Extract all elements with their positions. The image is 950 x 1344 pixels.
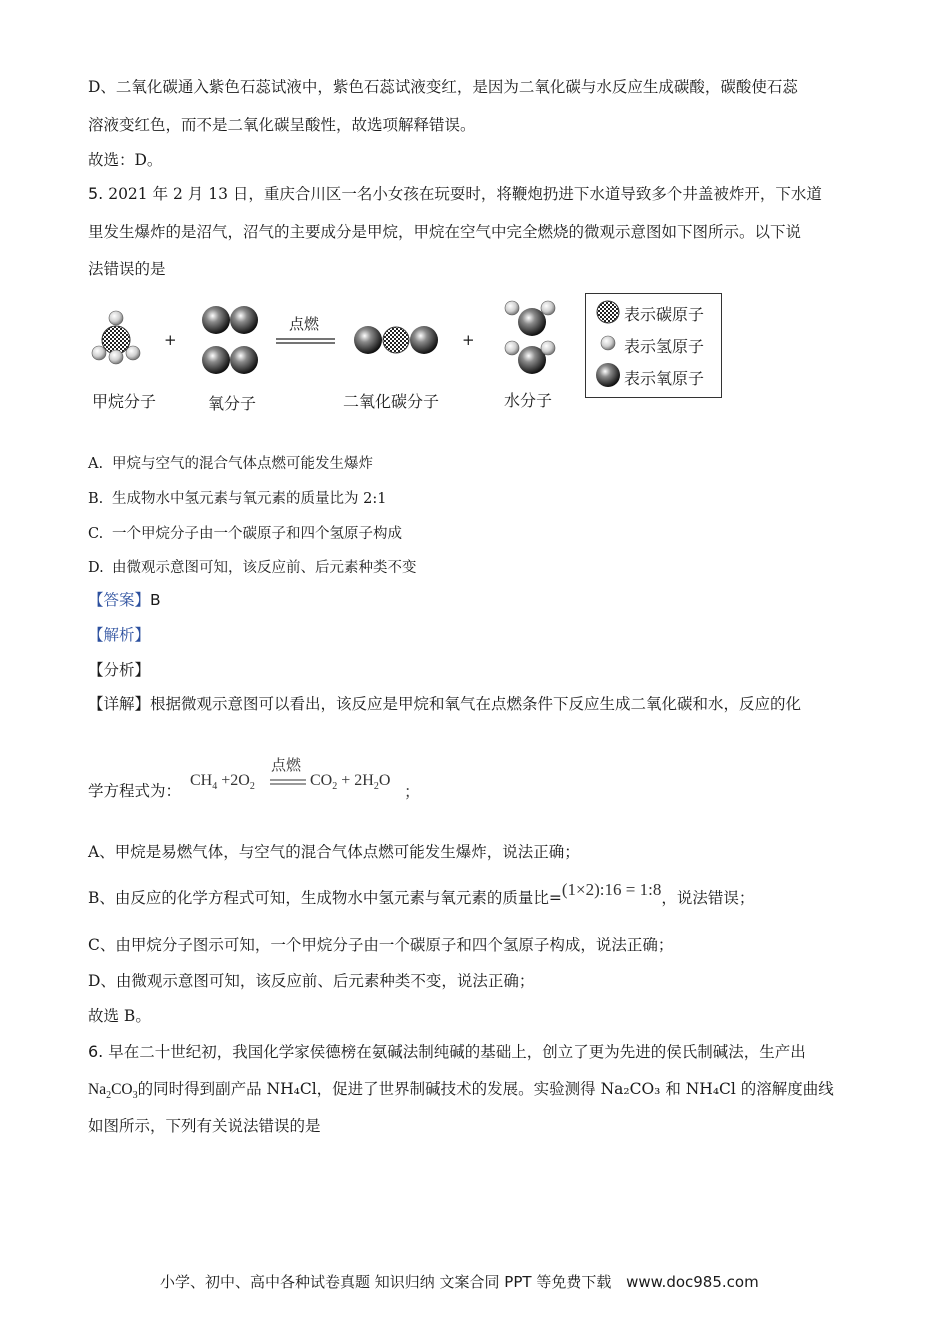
co2-molecule [354, 326, 438, 354]
footer [160, 1271, 759, 1292]
option-a-letter: A. [88, 456, 104, 472]
explain-b-prefix: B、由反应的化学方程式可知，生成物水中氢元素与氧元素的质量比= [88, 889, 562, 907]
legend-hydrogen: 表示氢原子 [624, 337, 705, 356]
q6-line1 [88, 1042, 806, 1062]
option-b-letter: B. [88, 491, 104, 507]
explain-b-suffix: ，说法错误； [661, 889, 755, 907]
q6-line3: 如图所示，下列有关说法错误的是 [88, 1117, 321, 1135]
water-molecules [505, 301, 555, 374]
q5-choice: 故选 B。 [88, 1007, 151, 1025]
methane-molecule [92, 311, 140, 364]
option-b [88, 487, 386, 508]
explain-b [88, 880, 755, 908]
answer-tag: 【答案】 [88, 591, 151, 609]
legend-oxygen: 表示氧原子 [624, 369, 705, 388]
plus-sign-2: + [462, 331, 475, 349]
option-d [88, 556, 417, 577]
footer-text: 小学、初中、高中各种试卷真题 知识归纳 文案合同 PPT 等免费下载 [160, 1273, 612, 1291]
analysis-tag: 【解析】 [88, 626, 151, 644]
label-methane: 甲烷分子 [92, 392, 157, 411]
explain-c: C、由甲烷分子图示可知，一个甲烷分子由一个碳原子和四个氢原子构成，说法正确； [88, 936, 674, 954]
q5-line2: 里发生爆炸的是沼气，沼气的主要成分是甲烷，甲烷在空气中完全燃烧的微观示意图如下图所示。以下说 [88, 223, 802, 241]
prev-choice: 故选：D。 [88, 151, 163, 169]
equation-end: ； [404, 784, 421, 801]
answer-line [88, 590, 161, 610]
q5-line1 [88, 184, 822, 204]
equation-double-line [268, 778, 308, 786]
option-b-text: 生成物水中氢元素与氧元素的质量比为 2:1 [112, 491, 387, 507]
detail-line1: 【详解】根据微观示意图可以看出，该反应是甲烷和氧气在点燃条件下反应生成二氧化碳和水，反应的化 [88, 695, 802, 713]
q6-number: 6. [88, 1042, 104, 1061]
q5-line3: 法错误的是 [88, 260, 166, 278]
explain-a: A、甲烷是易燃气体，与空气的混合气体点燃可能发生爆炸，说法正确； [88, 843, 580, 861]
explain-b-formula: (1×2):16 = 1:8 [561, 880, 662, 899]
option-c [88, 522, 402, 543]
label-water: 水分子 [504, 391, 553, 410]
q5-text1: 2021 年 2 月 13 日，重庆合川区一名小女孩在玩耍时，将鞭炮扔进下水道导致多个井盖被炸开，下水道 [108, 185, 822, 203]
option-c-text: 一个甲烷分子由一个碳原子和四个氢原子构成 [112, 526, 402, 542]
equation-products: $CO_2 + 2H_2O$ [310, 772, 391, 793]
equation-condition: 点燃 [271, 758, 302, 774]
label-oxygen: 氧分子 [208, 394, 257, 413]
equation-reactants: $CH_4 +2O_2$ [190, 772, 255, 793]
detail-line2-prefix: 学方程式为： [88, 782, 182, 800]
explain-d: D、由微观示意图可知，该反应前、后元素种类不变，说法正确； [88, 972, 535, 990]
footer-site-link[interactable]: www.doc985.com [626, 1273, 759, 1291]
legend-carbon: 表示碳原子 [624, 305, 705, 324]
option-a-text: 甲烷与空气的混合气体点燃可能发生爆炸 [112, 456, 373, 472]
label-co2: 二氧化碳分子 [343, 392, 440, 411]
q6-text2: 的同时得到副产品 NH₄Cl，促进了世界制碱技术的发展。实验测得 Na₂CO₃ 和 NH₄Cl 的溶解度曲线 [137, 1080, 834, 1098]
reaction-condition-lines [276, 339, 335, 343]
prev-d-line1: D、二氧化碳通入紫色石蕊试液中，紫色石蕊试液变红，是因为二氧化碳与水反应生成碳酸，碳酸使石蕊 [88, 78, 798, 96]
diagram-condition: 点燃 [289, 315, 320, 333]
q6-line2: $Na_2CO_3$的同时得到副产品 NH₄Cl，促进了世界制碱技术的发展。实验测得 Na₂CO₃ 和 NH₄Cl 的溶解度曲线 [88, 1080, 834, 1102]
option-c-letter: C. [88, 526, 104, 542]
q6-text1: 早在二十世纪初，我国化学家侯德榜在氨碱法制纯碱的基础上，创立了更为先进的侯氏制碱法，生产出 [108, 1043, 806, 1061]
prev-d-line2: 溶液变红色，而不是二氧化碳呈酸性，故选项解释错误。 [88, 116, 476, 134]
fenxi-tag: 【分析】 [88, 661, 151, 679]
oxygen-molecules [202, 306, 258, 374]
option-d-text: 由微观示意图可知，该反应前、后元素种类不变 [112, 560, 417, 576]
option-d-letter: D. [88, 560, 104, 576]
plus-sign-1: + [164, 331, 177, 349]
option-a [88, 452, 373, 473]
q5-number: 5. [88, 184, 104, 203]
answer-value: B [150, 591, 161, 609]
